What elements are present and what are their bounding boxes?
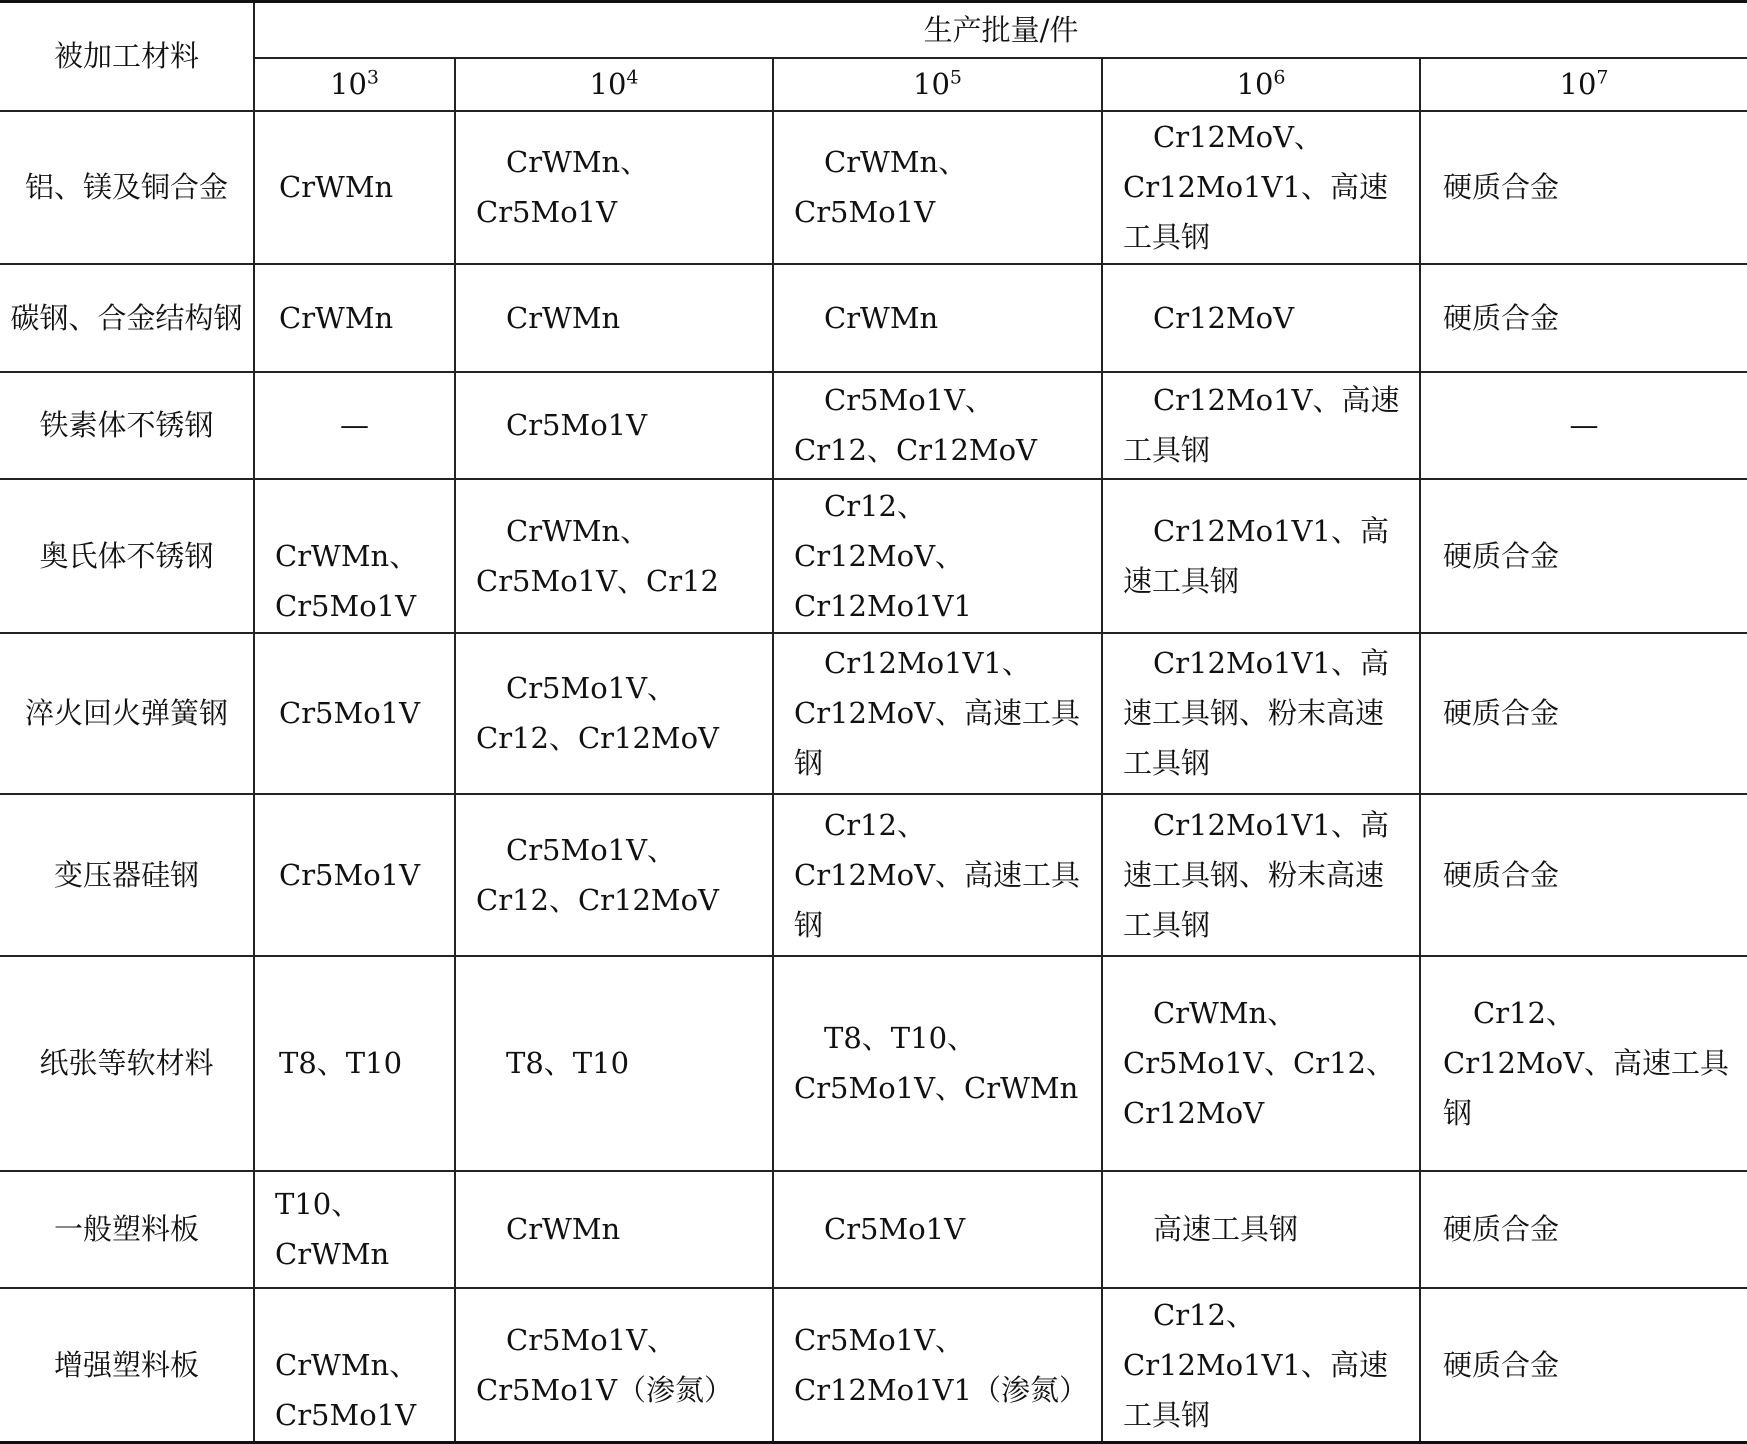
table-cell: CrWMn — [773, 264, 1102, 371]
table-cell: Cr5Mo1V — [773, 1171, 1102, 1288]
table-cell: CrWMn — [455, 264, 773, 371]
table-cell: 硬质合金 — [1420, 264, 1747, 371]
table-row — [0, 111, 1747, 265]
table-cell: — — [254, 372, 455, 479]
table-cell: 硬质合金 — [1420, 111, 1747, 265]
header-row-1 — [0, 2, 1747, 58]
table-cell: CrWMn — [254, 264, 455, 371]
batch-col-4: $10^6$ — [1102, 58, 1420, 111]
batch-col-2: $10^4$ — [455, 58, 773, 111]
table-cell: T8、T10、Cr5Mo1V、CrWMn — [773, 956, 1102, 1171]
table-cell: CrWMn、Cr5Mo1V、Cr12 — [455, 479, 773, 633]
table-row — [0, 633, 1747, 794]
table-cell: Cr12Mo1V1、高速工具钢、粉末高速工具钢 — [1102, 633, 1420, 794]
table-row — [0, 1171, 1747, 1288]
table-cell: Cr5Mo1V — [254, 633, 455, 794]
table-cell: 硬质合金 — [1420, 794, 1747, 956]
table-cell: Cr5Mo1V、Cr12、Cr12MoV — [773, 372, 1102, 479]
material-cell: 铁素体不锈钢 — [0, 372, 254, 479]
material-cell: 碳钢、合金结构钢 — [0, 264, 254, 371]
table-cell: Cr5Mo1V、Cr5Mo1V（渗氮） — [455, 1288, 773, 1442]
table-cell: Cr12、Cr12MoV、高速工具钢 — [1420, 956, 1747, 1171]
material-cell: 变压器硅钢 — [0, 794, 254, 956]
table-row — [0, 479, 1747, 633]
material-header: 被加工材料 — [0, 2, 254, 111]
table-cell: 高速工具钢 — [1102, 1171, 1420, 1288]
table-row — [0, 1288, 1747, 1442]
table-row — [0, 794, 1747, 956]
table-cell: CrWMn、Cr5Mo1V、Cr12、Cr12MoV — [1102, 956, 1420, 1171]
table-cell: T10、CrWMn — [254, 1171, 455, 1288]
table-cell: Cr12、Cr12Mo1V1、高速工具钢 — [1102, 1288, 1420, 1442]
table-cell: CrWMn — [455, 1171, 773, 1288]
batch-header: 生产批量/件 — [254, 2, 1747, 58]
table-cell: Cr5Mo1V、Cr12Mo1V1（渗氮） — [773, 1288, 1102, 1442]
table-row — [0, 264, 1747, 371]
table-cell: Cr12Mo1V、高速工具钢 — [1102, 372, 1420, 479]
table-cell: Cr12MoV、Cr12Mo1V1、高速工具钢 — [1102, 111, 1420, 265]
table-cell: CrWMn、Cr5Mo1V — [455, 111, 773, 265]
table-cell: Cr12Mo1V1、Cr12MoV、高速工具钢 — [773, 633, 1102, 794]
batch-col-1: $10^3$ — [254, 58, 455, 111]
table-row — [0, 372, 1747, 479]
batch-col-3: $10^5$ — [773, 58, 1102, 111]
table-cell: Cr5Mo1V — [455, 372, 773, 479]
table-cell: CrWMn、Cr5Mo1V — [254, 1288, 455, 1442]
table-cell: Cr12、Cr12MoV、高速工具钢 — [773, 794, 1102, 956]
table-cell: Cr5Mo1V、Cr12、Cr12MoV — [455, 633, 773, 794]
table-cell: — — [1420, 372, 1747, 479]
table-cell: Cr12MoV — [1102, 264, 1420, 371]
material-cell: 一般塑料板 — [0, 1171, 254, 1288]
table-cell: 硬质合金 — [1420, 633, 1747, 794]
table-cell: CrWMn、Cr5Mo1V — [254, 479, 455, 633]
table-cell: Cr5Mo1V — [254, 794, 455, 956]
header-row-2 — [0, 58, 1747, 111]
material-cell: 淬火回火弹簧钢 — [0, 633, 254, 794]
table-cell: T8、T10 — [455, 956, 773, 1171]
batch-col-5: $10^7$ — [1420, 58, 1747, 111]
table-cell: Cr5Mo1V、Cr12、Cr12MoV — [455, 794, 773, 956]
material-cell: 纸张等软材料 — [0, 956, 254, 1171]
table-cell: 硬质合金 — [1420, 1288, 1747, 1442]
table-cell: Cr12Mo1V1、高速工具钢 — [1102, 479, 1420, 633]
table-cell: CrWMn — [254, 111, 455, 265]
table-cell: 硬质合金 — [1420, 479, 1747, 633]
table-cell: T8、T10 — [254, 956, 455, 1171]
material-cell: 铝、镁及铜合金 — [0, 111, 254, 265]
table-cell: CrWMn、Cr5Mo1V — [773, 111, 1102, 265]
material-cell: 奥氏体不锈钢 — [0, 479, 254, 633]
table-cell: Cr12、Cr12MoV、Cr12Mo1V1 — [773, 479, 1102, 633]
table-cell: 硬质合金 — [1420, 1171, 1747, 1288]
table-row — [0, 956, 1747, 1171]
material-cell: 增强塑料板 — [0, 1288, 254, 1442]
table-cell: Cr12Mo1V1、高速工具钢、粉末高速工具钢 — [1102, 794, 1420, 956]
